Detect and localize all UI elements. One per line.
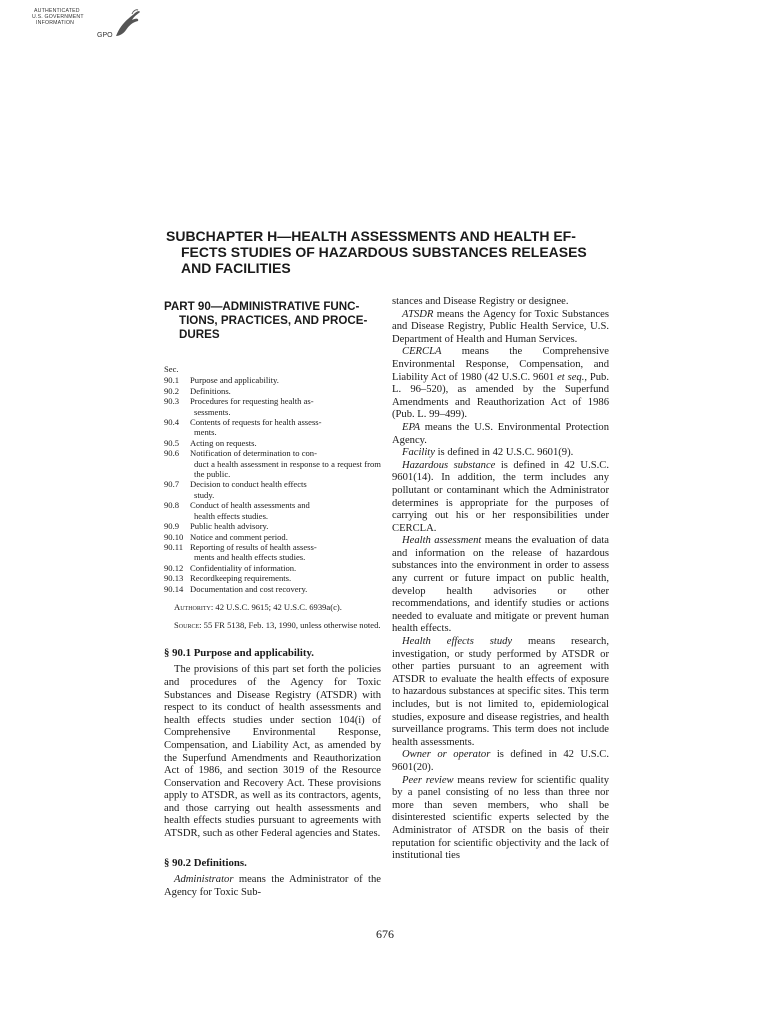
subchapter-title-line-3: AND FACILITIES — [181, 260, 291, 276]
toc-item — [164, 396, 381, 417]
definition-term: Facility — [402, 447, 435, 459]
subchapter-title — [166, 228, 608, 276]
toc-item-title-continued: ments. — [194, 427, 217, 438]
toc-item-title — [190, 521, 381, 531]
toc-item — [164, 542, 381, 563]
toc-item-title-continued: sessments. — [194, 406, 231, 417]
part-title — [164, 300, 381, 342]
toc-item — [164, 417, 381, 438]
subchapter-title-line-2: FECTS STUDIES OF HAZARDOUS SUBSTANCES RELEASES — [181, 244, 587, 260]
toc-item-title — [190, 375, 381, 385]
definition-continuation: stances and Disease Registry or designee. — [392, 296, 569, 307]
authority-text: 42 U.S.C. 9615; 42 U.S.C. 6939a(c). — [213, 601, 342, 612]
right-column — [392, 296, 609, 863]
authority-label: Authority: — [174, 601, 214, 612]
logo-line-2: U.S. GOVERNMENT — [32, 14, 84, 20]
logo-gpo-mark: GPO — [97, 32, 113, 39]
source-text: 55 FR 5138, Feb. 13, 1990, unless otherwise noted. — [201, 620, 381, 631]
definition — [392, 447, 609, 460]
definition — [392, 749, 609, 774]
toc-item-title-text: Reporting of results of health assess- — [190, 541, 317, 552]
toc-item-title-text: Public health advisory. — [190, 521, 269, 532]
definition-administrator — [164, 874, 381, 899]
part-title-line-1: PART 90—ADMINISTRATIVE FUNC- — [164, 300, 360, 313]
toc-item — [164, 573, 381, 583]
toc-item-title-text: Definitions. — [190, 385, 231, 396]
definition-term: Administrator — [174, 874, 234, 886]
definition-text: means research, investigation, or study performed by ATSDR or other parties pursuant to an agreement with ATSDR to evaluate the health effects of exposure to hazardous substances at specific sites. This term includes, but is not limited to, epidemiological studies, exposure and disease registries, and health surveillance programs. This term does not include health assessments. — [392, 636, 609, 748]
toc-item-number: 90.12 — [164, 562, 184, 573]
toc-item-number: 90.5 — [164, 437, 180, 448]
toc-item-title — [190, 563, 381, 573]
page-number: 676 — [376, 927, 394, 941]
source-note — [164, 620, 381, 630]
toc-item-title-continued: health effects studies. — [194, 510, 269, 521]
definition-text: is defined in 42 U.S.C. 9601(9). — [434, 447, 574, 459]
toc-item-number: 90.3 — [164, 396, 180, 407]
definition-text: means the Comprehensive Environmental Response, Compensation, and Liability Act of 1980 (42 U.S.C. 9601 — [392, 346, 609, 383]
toc-item-number: 90.7 — [164, 479, 180, 490]
toc-item-title — [190, 532, 381, 542]
toc-item-title-text: Notice and comment period. — [190, 531, 288, 542]
toc-item — [164, 479, 381, 500]
definition-term: Health assessment — [402, 535, 482, 547]
definition-term: Owner or operator — [402, 749, 491, 761]
definition-text: is defined in 42 U.S.C. 9601(14). In addition, the term includes any pollutant or contaminant which the Administrator determines is appropriate for the purposes of carrying out his or her responsibilities under CERCLA. — [392, 459, 609, 534]
toc-item-title-text: Purpose and applicability. — [190, 375, 279, 386]
toc-item-title-continued: study. — [194, 489, 215, 500]
definition — [392, 775, 609, 863]
definition-text: means the Administrator of the Agency for Toxic Sub- — [164, 874, 381, 898]
toc-item-number: 90.9 — [164, 521, 180, 532]
toc-item-number: 90.13 — [164, 573, 184, 584]
logo-line-1: AUTHENTICATED — [34, 8, 80, 14]
section-90-2-heading: § 90.2 Definitions. — [164, 856, 247, 869]
toc-item-number: 90.4 — [164, 417, 180, 428]
source-label: Source: — [174, 620, 202, 631]
toc-item-number: 90.1 — [164, 375, 180, 386]
definition-text: is defined in 42 U.S.C. 9601(20). — [392, 749, 609, 773]
definition — [392, 535, 609, 636]
definition — [392, 460, 609, 536]
toc-item-title-text: Acting on requests. — [190, 437, 257, 448]
toc-item-title-text: Recordkeeping requirements. — [190, 573, 292, 584]
toc-item-number: 90.11 — [164, 541, 184, 552]
toc-item-title — [190, 479, 381, 500]
subchapter-title-line-1: SUBCHAPTER H—HEALTH ASSESSMENTS AND HEALTH EF- — [166, 228, 576, 244]
section-90-1-body: The provisions of this part set forth the policies and procedures of the Agency for Toxic Substances and Disease Registry (ATSDR) with respect to its conduct of health assessments and health effects studies under section 104(i) of Comprehensive Environmental Response, Compensation, and Liability Act, as amended by the Superfund Amendments and Reauthorization Act of 1986, and section 3019 of the Resource Conservation and Recovery Act. These provisions apply to ATSDR, as well as its contractors, agents, and those carrying out health assessments and health effects studies pursuant to agreements with ATSDR, such as other Federal agencies and States. — [164, 664, 381, 840]
toc-item-title-text: Contents of requests for health assess- — [190, 417, 322, 428]
logo-line-3: INFORMATION — [36, 20, 75, 26]
definition-term: Peer review — [402, 774, 454, 786]
authority-note — [164, 602, 381, 612]
eagle-icon — [112, 6, 142, 40]
toc-item-title — [190, 573, 381, 583]
toc-item — [164, 532, 381, 542]
toc-item-title — [190, 438, 381, 448]
part-title-line-3: DURES — [179, 328, 220, 341]
toc-item-title-text: Decision to conduct health effects — [190, 479, 307, 490]
definition-text: means the evaluation of data and information on the release of hazardous substances into the environment in order to assess any current or future impact on public health, develop health advisories or other recommendations, and identify studies or actions needed to evaluate and mitigate or prevent human health effects. — [392, 535, 609, 635]
definition-text: means the Agency for Toxic Substances and Disease Registry, Public Health Service, U.S. Department of Health and Human Services. — [392, 308, 609, 345]
toc-item-title — [190, 417, 381, 438]
toc-item-title — [190, 386, 381, 396]
toc-item-title-text: Procedures for requesting health as- — [190, 396, 314, 407]
definition-term: ATSDR — [402, 308, 434, 320]
section-90-1-heading: § 90.1 Purpose and applicability. — [164, 646, 314, 659]
left-column — [164, 296, 381, 899]
definition — [392, 422, 609, 447]
toc-item-number: 90.14 — [164, 583, 184, 594]
toc-item-title-text: Notification of determination to con- — [190, 448, 317, 459]
definition-text: means the U.S. Environmental Protection Agency. — [392, 421, 609, 446]
definition-term: Health effects study — [402, 636, 513, 648]
toc-item — [164, 521, 381, 531]
toc-item-number: 90.6 — [164, 448, 180, 459]
toc-item-number: 90.8 — [164, 500, 180, 511]
toc-item — [164, 438, 381, 448]
toc-item — [164, 500, 381, 521]
toc-item-title — [190, 396, 381, 417]
gpo-authentication-logo — [32, 6, 142, 46]
toc-list — [164, 375, 381, 594]
definition-term: Hazardous substance — [402, 459, 496, 471]
toc-item — [164, 375, 381, 385]
definitions-list — [392, 309, 609, 863]
part-title-line-2: TIONS, PRACTICES, AND PROCE- — [179, 314, 368, 327]
table-of-contents — [164, 364, 381, 594]
definition-text: means review for scientific quality by a panel consisting of no less than three nor more than seven members, who shall be disinterested scientific experts selected by the Administrator of ATSDR on the basis of their reputation for scientific objectivity and the lack of institutional ties — [392, 774, 609, 862]
definition — [392, 309, 609, 347]
definition-citation-italic: et seq. — [557, 371, 585, 383]
toc-item-title-text: Documentation and cost recovery. — [190, 583, 308, 594]
toc-item-title-continued: duct a health assessment in response to a request from the public. — [194, 458, 381, 480]
toc-item-title — [190, 500, 381, 521]
toc-item-number: 90.2 — [164, 385, 180, 396]
toc-item-title — [190, 448, 381, 479]
toc-item — [164, 448, 381, 479]
toc-heading: Sec. — [164, 364, 179, 374]
definition-term: EPA — [402, 421, 421, 433]
definition — [392, 346, 609, 422]
toc-item-number: 90.10 — [164, 531, 184, 542]
toc-item — [164, 386, 381, 396]
toc-item-title-text: Conduct of health assessments and — [190, 500, 310, 511]
definition-term: CERCLA — [402, 346, 442, 358]
toc-item — [164, 563, 381, 573]
toc-item — [164, 584, 381, 594]
definition — [392, 636, 609, 749]
definition-text-tail: , Pub. L. 96–520), as amended by the Superfund Amendments and Reauthorization Act of 1986 (Pub. L. 99–499). — [392, 371, 609, 421]
toc-item-title-continued: ments and health effects studies. — [194, 552, 306, 563]
toc-item-title — [190, 584, 381, 594]
toc-item-title — [190, 542, 381, 563]
toc-item-title-text: Confidentiality of information. — [190, 562, 297, 573]
